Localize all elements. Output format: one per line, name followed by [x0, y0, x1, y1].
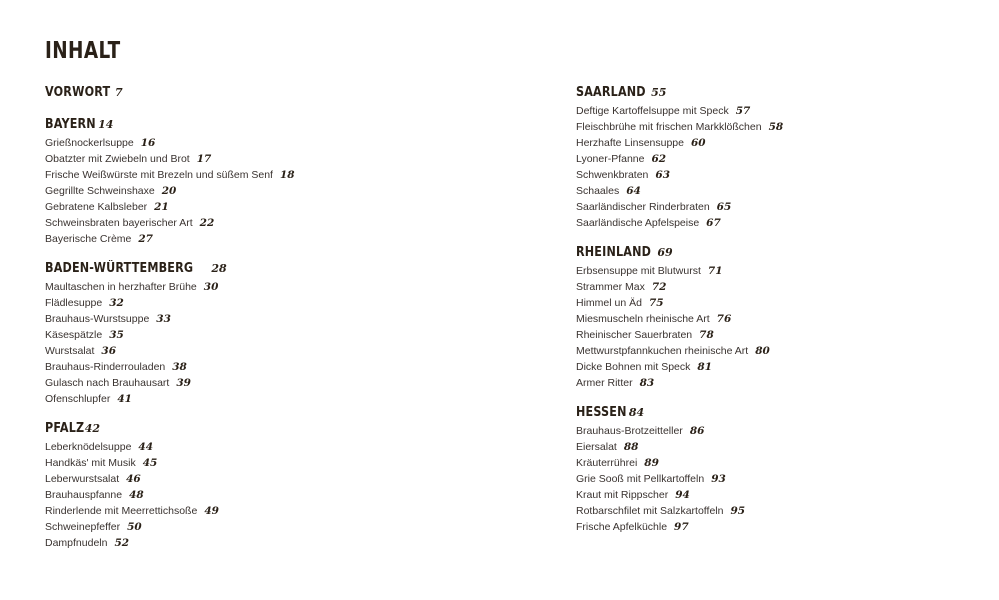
- entry-name: Schweinepfeffer: [45, 521, 121, 533]
- entry-name: Dicke Bohnen mit Speck: [576, 361, 691, 373]
- toc-entry: [576, 327, 996, 343]
- toc-entry: [576, 423, 996, 439]
- entry-page-number: 36: [101, 345, 117, 357]
- section-heading: [45, 257, 465, 279]
- entry-name: Maultaschen in herzhafter Brühe: [45, 281, 197, 293]
- entry-name: Grie Sooß mit Pellkartoffeln: [576, 473, 705, 485]
- entry-page-number: 20: [161, 185, 177, 197]
- toc-entry: [45, 199, 465, 215]
- entry-name: Deftige Kartoffelsuppe mit Speck: [576, 105, 729, 117]
- entry-name: Saarländische Apfelspeise: [576, 217, 700, 229]
- section-hessen: [576, 401, 996, 535]
- entry-page-number: 21: [154, 201, 169, 213]
- entry-page-number: 89: [644, 457, 659, 469]
- entry-name: Armer Ritter: [576, 377, 633, 389]
- section-baden-wuerttemberg: [45, 257, 465, 407]
- entry-name: Lyoner-Pfanne: [576, 153, 645, 165]
- entry-page-number: 62: [651, 153, 667, 165]
- entry-name: Brauhaus-Rinderrouladen: [45, 361, 166, 373]
- entry-name: Rotbarschfilet mit Salzkartoffeln: [576, 505, 724, 517]
- entry-name: Mettwurstpfannkuchen rheinische Art: [576, 345, 749, 357]
- entry-page-number: 52: [114, 537, 130, 549]
- entry-page-number: 39: [176, 377, 191, 389]
- section-heading: [45, 417, 465, 439]
- toc-entry: [576, 183, 996, 199]
- entry-page-number: 49: [204, 505, 219, 517]
- section-vorwort: [45, 81, 465, 103]
- toc-entry: [576, 263, 996, 279]
- entry-page-number: 97: [674, 521, 689, 533]
- entry-name: Gulasch nach Brauhausart: [45, 377, 170, 389]
- entry-page-number: 32: [109, 297, 124, 309]
- section-page-number: 7: [114, 86, 123, 99]
- toc-entry: [45, 167, 465, 183]
- toc-entry: [45, 327, 465, 343]
- entry-page-number: 18: [279, 169, 295, 181]
- entry-page-number: 71: [707, 265, 723, 277]
- section-page-number: 28: [211, 262, 227, 275]
- section-title: RHEINLAND: [576, 245, 652, 260]
- toc-entry: [576, 119, 996, 135]
- entry-name: Schwenkbraten: [576, 169, 649, 181]
- entry-page-number: 72: [651, 281, 667, 293]
- entry-page-number: 44: [138, 441, 154, 453]
- toc-column-left: [45, 81, 465, 561]
- toc-entry: [576, 311, 996, 327]
- toc-entry: [45, 359, 465, 375]
- section-heading: [45, 113, 465, 135]
- toc-entry: [45, 439, 465, 455]
- toc-entry: [576, 199, 996, 215]
- section-title: SAARLAND: [576, 85, 646, 100]
- toc-entry: [576, 375, 996, 391]
- entry-page-number: 50: [127, 521, 142, 533]
- entry-name: Leberknödelsuppe: [45, 441, 132, 453]
- entry-name: Rinderlende mit Meerrettichsoße: [45, 505, 198, 517]
- entry-page-number: 17: [196, 153, 212, 165]
- section-page-number: 14: [98, 118, 114, 131]
- page-title: INHALT: [45, 38, 121, 64]
- entry-name: Kraut mit Rippscher: [576, 489, 669, 501]
- section-heading: [576, 81, 996, 103]
- entry-page-number: 33: [156, 313, 171, 325]
- section-title: BAYERN: [45, 117, 96, 132]
- entry-page-number: 16: [140, 137, 156, 149]
- entry-page-number: 94: [675, 489, 690, 501]
- entry-name: Schweinsbraten bayerischer Art: [45, 217, 193, 229]
- toc-entry: [45, 151, 465, 167]
- toc-entry: [45, 487, 465, 503]
- toc-entry: [45, 455, 465, 471]
- entry-page-number: 67: [706, 217, 721, 229]
- section-title: VORWORT: [45, 85, 111, 100]
- entry-name: Frische Apfelküchle: [576, 521, 668, 533]
- toc-entry: [576, 151, 996, 167]
- entry-name: Käsespätzle: [45, 329, 103, 341]
- section-pfalz: [45, 417, 465, 551]
- entry-page-number: 45: [142, 457, 158, 469]
- entry-page-number: 22: [199, 217, 215, 229]
- entry-page-number: 75: [648, 297, 664, 309]
- section-page-number: 69: [657, 246, 673, 259]
- toc-entry: [576, 519, 996, 535]
- section-title: BADEN-WÜRTTEMBERG: [45, 261, 194, 276]
- entry-name: Ofenschlupfer: [45, 393, 111, 405]
- entry-page-number: 88: [623, 441, 639, 453]
- entry-name: Himmel un Äd: [576, 297, 642, 309]
- toc-entry: [45, 503, 465, 519]
- toc-entry: [45, 231, 465, 247]
- entry-name: Brauhaus-Brotzeitteller: [576, 425, 683, 437]
- entry-page-number: 46: [126, 473, 141, 485]
- entry-page-number: 60: [691, 137, 706, 149]
- entry-name: Grießnockerlsuppe: [45, 137, 134, 149]
- entry-name: Handkäs' mit Musik: [45, 457, 136, 469]
- entry-page-number: 86: [689, 425, 705, 437]
- section-page-number: 55: [651, 86, 667, 99]
- entry-name: Brauhauspfanne: [45, 489, 123, 501]
- entry-page-number: 27: [138, 233, 153, 245]
- entry-name: Kräuterrührei: [576, 457, 638, 469]
- entry-page-number: 58: [768, 121, 784, 133]
- entry-name: Eiersalat: [576, 441, 617, 453]
- section-title: PFALZ: [45, 421, 85, 436]
- toc-entry: [576, 343, 996, 359]
- entry-name: Obatzter mit Zwiebeln und Brot: [45, 153, 190, 165]
- toc-entry: [576, 471, 996, 487]
- entry-name: Gebratene Kalbsleber: [45, 201, 148, 213]
- entry-name: Flädlesuppe: [45, 297, 103, 309]
- entry-name: Fleischbrühe mit frischen Markklößchen: [576, 121, 762, 133]
- toc-entry: [576, 167, 996, 183]
- section-heading: [45, 81, 465, 103]
- toc-entry: [576, 359, 996, 375]
- toc-entry: [45, 295, 465, 311]
- entry-page-number: 38: [172, 361, 187, 373]
- toc-entry: [45, 279, 465, 295]
- entry-page-number: 41: [117, 393, 132, 405]
- entry-name: Frische Weißwürste mit Brezeln und süßem Senf: [45, 169, 273, 181]
- toc-entry: [45, 391, 465, 407]
- entry-name: Leberwurstsalat: [45, 473, 120, 485]
- entry-page-number: 83: [639, 377, 655, 389]
- section-heading: [576, 241, 996, 263]
- section-saarland: [576, 81, 996, 231]
- entry-name: Schaales: [576, 185, 620, 197]
- section-heading: [576, 401, 996, 423]
- section-rheinland: [576, 241, 996, 391]
- section-page-number: 84: [628, 406, 645, 419]
- toc-column-right: [576, 81, 996, 545]
- toc-entry: [45, 375, 465, 391]
- toc-entry: [45, 535, 465, 551]
- entry-page-number: 35: [109, 329, 124, 341]
- toc-entry: [576, 279, 996, 295]
- toc-entry: [45, 343, 465, 359]
- entry-name: Saarländischer Rinderbraten: [576, 201, 710, 213]
- entry-name: Gegrillte Schweinshaxe: [45, 185, 155, 197]
- entry-name: Brauhaus-Wurstsuppe: [45, 313, 150, 325]
- entry-page-number: 81: [697, 361, 713, 373]
- entry-page-number: 64: [626, 185, 641, 197]
- entry-page-number: 78: [699, 329, 714, 341]
- toc-entry: [576, 103, 996, 119]
- entry-page-number: 63: [655, 169, 671, 181]
- entry-name: Rheinischer Sauerbraten: [576, 329, 693, 341]
- toc-entry: [576, 135, 996, 151]
- section-title: HESSEN: [576, 405, 627, 420]
- entry-page-number: 80: [755, 345, 770, 357]
- toc-entry: [45, 471, 465, 487]
- entry-page-number: 48: [129, 489, 144, 501]
- entry-page-number: 65: [716, 201, 732, 213]
- entry-page-number: 93: [711, 473, 726, 485]
- entry-name: Wurstsalat: [45, 345, 95, 357]
- entry-name: Miesmuscheln rheinische Art: [576, 313, 710, 325]
- toc-entry: [45, 135, 465, 151]
- entry-page-number: 57: [735, 105, 751, 117]
- toc-entry: [576, 439, 996, 455]
- toc-entry: [576, 295, 996, 311]
- toc-entry: [576, 487, 996, 503]
- entry-name: Dampfnudeln: [45, 537, 108, 549]
- entry-name: Strammer Max: [576, 281, 645, 293]
- toc-entry: [576, 455, 996, 471]
- toc-entry: [45, 183, 465, 199]
- toc-entry: [45, 311, 465, 327]
- entry-name: Bayerische Crème: [45, 233, 132, 245]
- entry-page-number: 95: [730, 505, 746, 517]
- toc-entry: [576, 503, 996, 519]
- entry-page-number: 76: [716, 313, 732, 325]
- section-bayern: [45, 113, 465, 247]
- section-page-number: 42: [84, 422, 100, 435]
- toc-entry: [45, 519, 465, 535]
- entry-page-number: 30: [203, 281, 219, 293]
- entry-name: Herzhafte Linsensuppe: [576, 137, 684, 149]
- toc-entry: [45, 215, 465, 231]
- toc-entry: [576, 215, 996, 231]
- entry-name: Erbsensuppe mit Blutwurst: [576, 265, 701, 277]
